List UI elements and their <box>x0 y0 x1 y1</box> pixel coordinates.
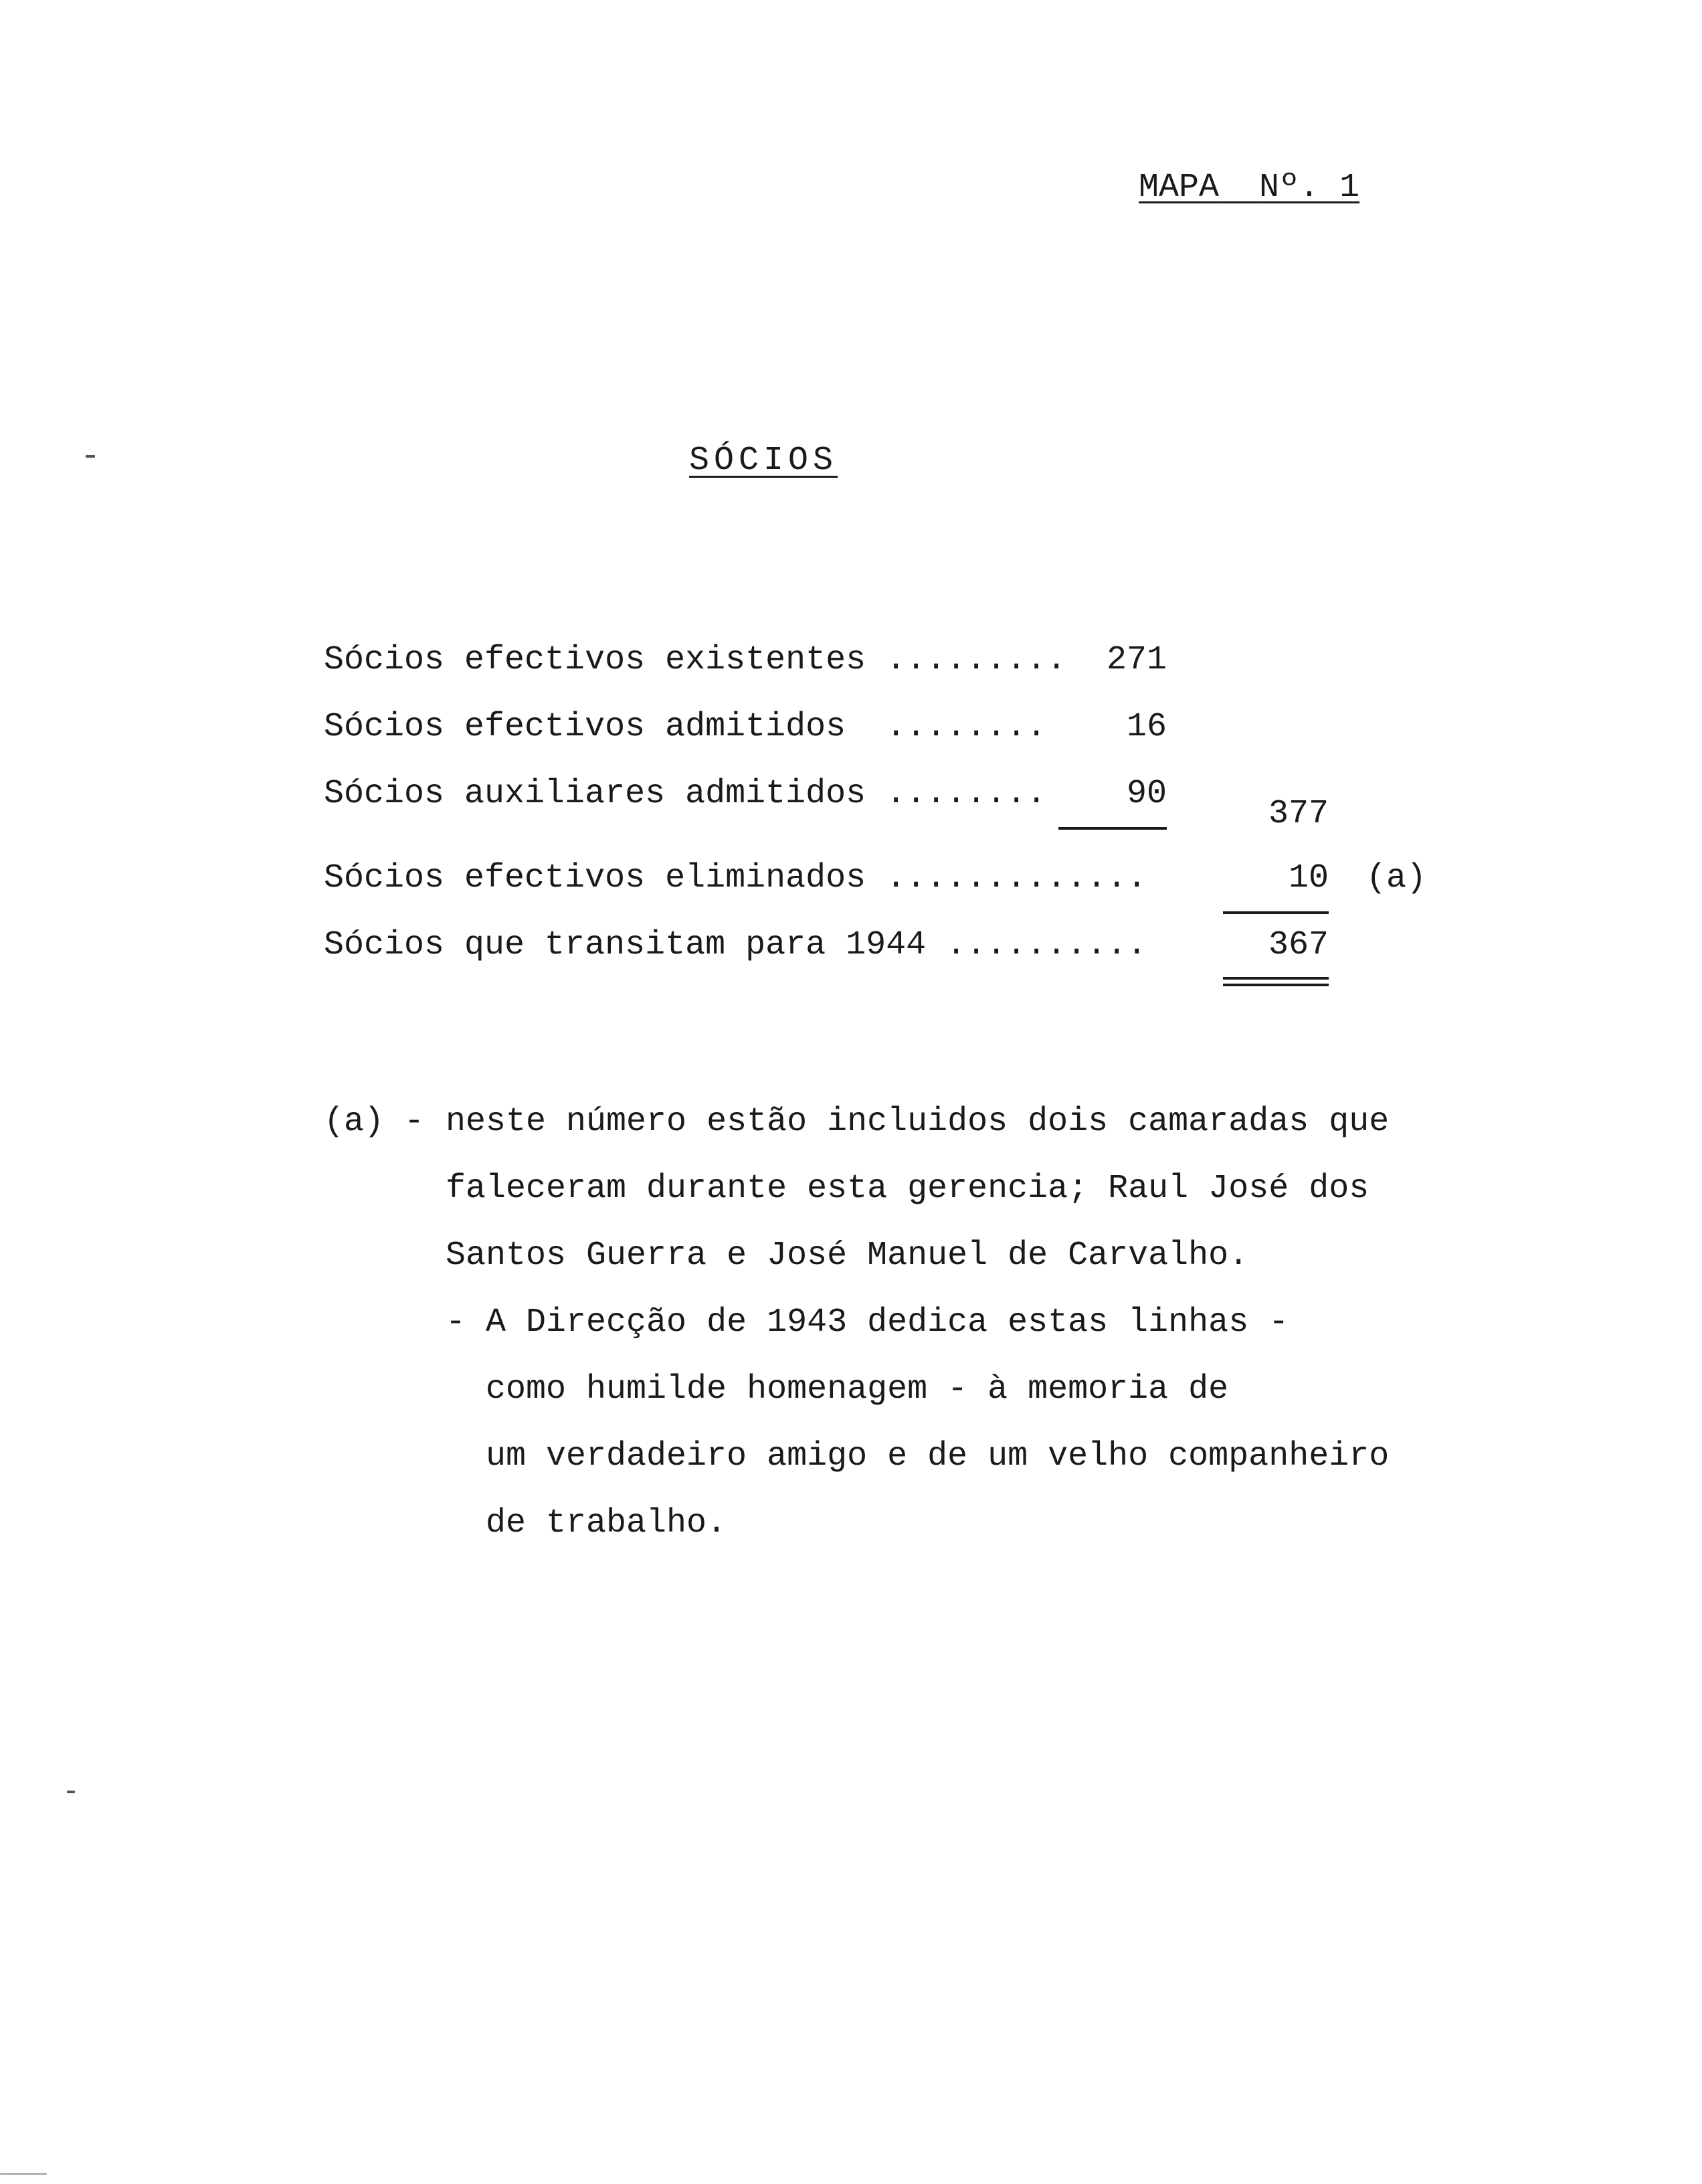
subtotal-value: 377 <box>1268 795 1329 833</box>
map-number-heading <box>1139 171 1359 205</box>
footnote-line-2: faleceram durante esta gerencia; Raul José dos <box>446 1170 1369 1208</box>
row-value-eliminados: 10 <box>1288 859 1329 897</box>
footnote-line-6: um verdadeiro amigo e de um velho companheiro <box>486 1437 1390 1475</box>
row-value-admitidos: 16 <box>1126 708 1167 746</box>
footnote-line-3: Santos Guerra e José Manuel de Carvalho. <box>446 1237 1249 1275</box>
row-label-auxiliares: Sócios auxiliares admitidos ........ <box>324 775 1067 813</box>
row-value-existentes: 271 <box>1106 641 1167 679</box>
footnote-line-5: como humilde homenagem - à memoria de <box>486 1370 1229 1408</box>
scan-speck <box>67 1791 75 1793</box>
row-note-marker: (a) <box>1366 859 1427 897</box>
page-title: SÓCIOS <box>689 442 838 480</box>
row-label-existentes: Sócios efectivos existentes ......... <box>324 641 1087 679</box>
row-label-admitidos: Sócios efectivos admitidos ........ <box>324 708 1067 746</box>
map-number: Nº. 1 <box>1259 169 1360 207</box>
scan-speck <box>86 455 95 458</box>
map-label: MAPA <box>1139 169 1220 207</box>
row-label-transitam: Sócios que transitam para 1944 .......... <box>324 926 1147 964</box>
footnote-line-7: de trabalho. <box>486 1504 727 1542</box>
double-rule-top <box>1223 977 1329 980</box>
total-rule <box>1223 911 1329 914</box>
scan-speck <box>0 2173 47 2175</box>
footnote-line-1: neste número estão incluidos dois camaradas que <box>446 1103 1390 1141</box>
row-label-eliminados: Sócios efectivos eliminados ............. <box>324 859 1147 897</box>
footnote-line-4: - A Direcção de 1943 dedica estas linhas - <box>446 1303 1289 1342</box>
footnote-marker: (a) - <box>324 1103 425 1141</box>
subtotal-rule <box>1058 827 1167 830</box>
row-value-transitam: 367 <box>1268 926 1329 964</box>
double-rule-bottom <box>1223 984 1329 986</box>
row-value-auxiliares: 90 <box>1126 775 1167 813</box>
